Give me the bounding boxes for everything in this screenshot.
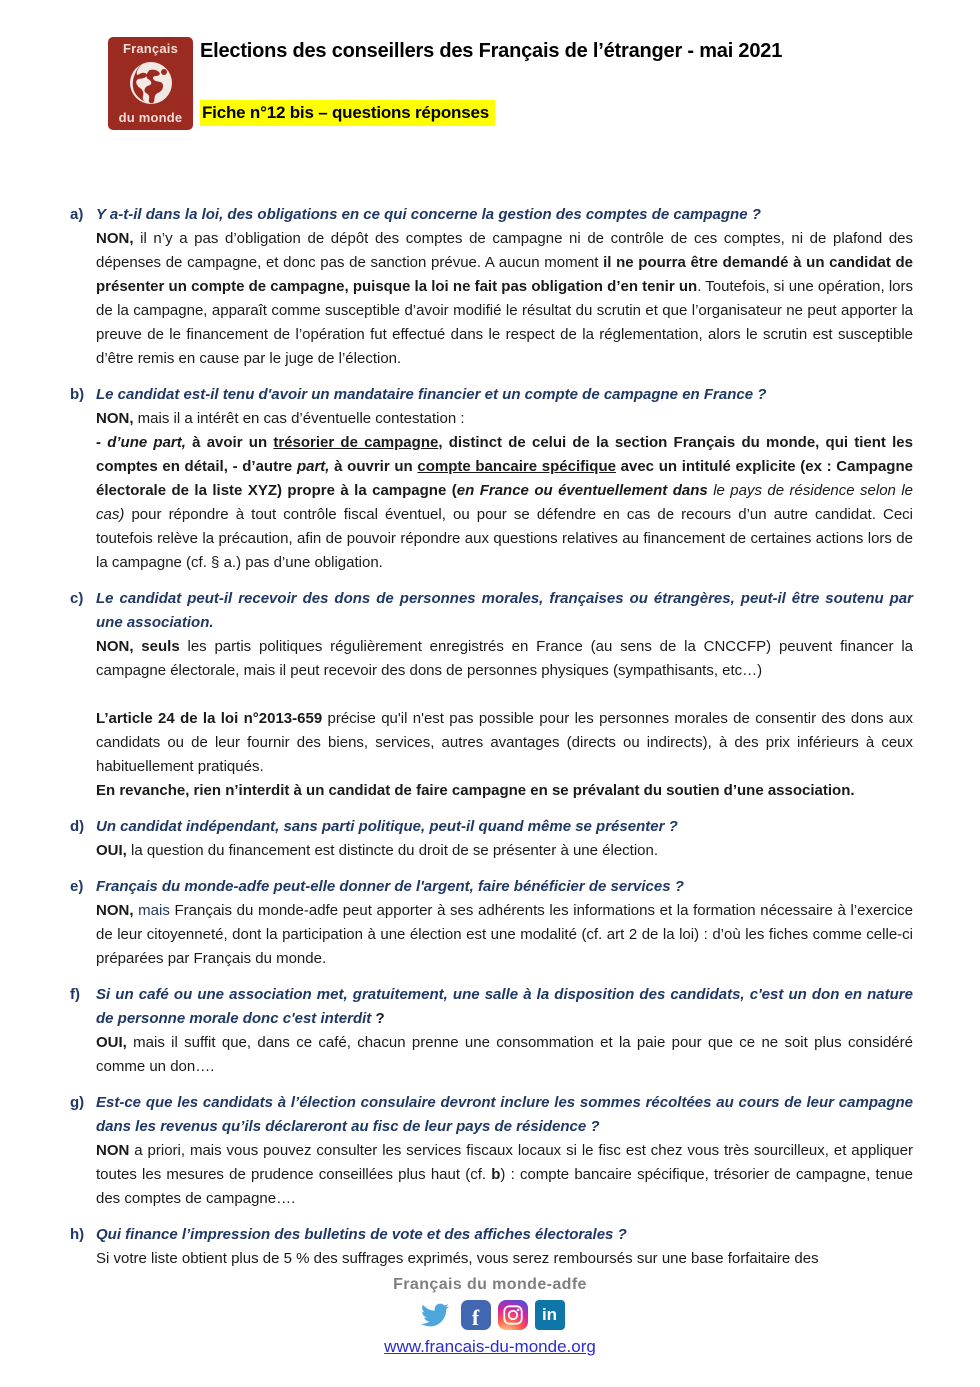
text-run: L’article 24 de la loi n°2013-659 bbox=[96, 710, 323, 727]
section-content bbox=[96, 383, 913, 575]
text-run: avec un intitulé explicite (ex : Campagne électorale de la liste XYZ) propre à la campagne ( bbox=[96, 458, 913, 499]
text-run: Français du monde-adfe peut apporter à ses adhérents les informations et la formation nécessaire à l’exercice de leur citoyenneté, dont la participation à une élection est une modalité (cf. art 2 de la loi) : d’où les fiches comme celle-ci préparées par Français du monde. bbox=[96, 902, 913, 967]
question-text bbox=[96, 203, 913, 227]
text-run: NON, bbox=[96, 410, 134, 427]
text-run: mais bbox=[133, 902, 175, 919]
text-run: trésorier de campagne bbox=[273, 434, 439, 451]
text-run: mais il suffit que, dans ce café, chacun prenne une consommation et la paie pour que ce ne soit plus considéré comme un don…. bbox=[96, 1034, 913, 1075]
question-text bbox=[96, 587, 913, 635]
answer-paragraph bbox=[96, 1247, 913, 1271]
text-run: part, bbox=[296, 458, 330, 475]
faq-section-g bbox=[70, 1091, 913, 1211]
text-run: à ouvrir un bbox=[329, 458, 418, 475]
logo-text-bottom: du monde bbox=[118, 110, 183, 125]
question-text bbox=[96, 815, 913, 839]
text-run: NON bbox=[96, 1142, 130, 1159]
section-content bbox=[96, 875, 913, 971]
text-run: la question du financement est distincte du droit de se présenter à une élection. bbox=[126, 842, 659, 859]
header-titles bbox=[200, 37, 782, 130]
text-run: en France ou éventuellement dans bbox=[456, 482, 708, 499]
website-link[interactable]: www.francais-du-monde.org bbox=[384, 1337, 596, 1356]
section-content bbox=[96, 983, 913, 1079]
section-content bbox=[96, 815, 913, 863]
text-run: précise qu'il n'est pas possible pour les personnes morales de consentir des dons aux candidats ou de leur fournir des biens, services, autres avantages (directs ou indirects), à des prix inférieurs à ceux habituellement pratiqués. bbox=[96, 710, 913, 775]
answer-paragraph bbox=[96, 707, 913, 779]
text-run: ) : compte bancaire spécifique, trésorier de campagne, tenue des comptes de campagne…. bbox=[96, 1166, 913, 1207]
question-letter: h) bbox=[70, 1226, 85, 1243]
text-run: Un candidat indépendant, sans parti politique, peut-il quand même se présenter ? bbox=[96, 818, 678, 835]
answer-paragraph bbox=[96, 1031, 913, 1079]
instagram-icon[interactable] bbox=[498, 1300, 528, 1330]
text-run: Le candidat peut-il recevoir des dons de personnes morales, françaises ou étrangères, peut-il être soutenu par une association. bbox=[96, 590, 913, 631]
linkedin-icon[interactable] bbox=[535, 1300, 565, 1330]
text-run: Le candidat est-il tenu d'avoir un mandataire financier et un compte de campagne en France ? bbox=[96, 386, 767, 403]
faq-list bbox=[70, 203, 913, 1283]
text-run: OUI, bbox=[96, 842, 127, 859]
question-letter: d) bbox=[70, 818, 85, 835]
text-run: mais il a intérêt en cas d’éventuelle contestation : bbox=[133, 410, 465, 427]
text-run: ? bbox=[371, 1010, 385, 1027]
text-run: il n’y a pas d’obligation de dépôt des comptes de campagne ni de contrôle de ces comptes, ni de plafond des dépenses de campagne, et donc pas de sanction prévue. A aucun moment bbox=[96, 230, 913, 271]
question-text bbox=[96, 1091, 913, 1139]
text-run: Si votre liste obtient plus de 5 % des suffrages exprimés, vous serez remboursés sur une base forfaitaire des bbox=[96, 1250, 819, 1267]
francais-du-monde-logo bbox=[108, 37, 193, 130]
text-run: a priori, mais vous pouvez consulter les services fiscaux locaux si le fisc est chez vous très sourcilleux, et appliquer toutes les mesures de prudence conseillées plus haut (cf. bbox=[96, 1142, 913, 1183]
text-run: il ne pourra être demandé à un candidat de présenter un compte de campagne, puisque la loi ne fait pas obligation d’en tenir un bbox=[96, 254, 913, 295]
document-subtitle: Fiche n°12 bis – questions réponses bbox=[200, 100, 495, 126]
section-content bbox=[96, 587, 913, 803]
answer-paragraph bbox=[96, 407, 913, 431]
question-text bbox=[96, 383, 913, 407]
document-title: Elections des conseillers des Français de l’étranger - mai 2021 bbox=[200, 40, 783, 62]
question-text bbox=[96, 875, 913, 899]
text-run: Y a-t-il dans la loi, des obligations en ce qui concerne la gestion des comptes de campagne ? bbox=[96, 206, 761, 223]
facebook-f-glyph: f bbox=[471, 1305, 480, 1330]
twitter-icon[interactable] bbox=[416, 1300, 454, 1330]
section-content bbox=[96, 1091, 913, 1211]
text-run: , distinct de celui de la section Français du monde, qui tient les comptes en détail, - d’autre bbox=[96, 434, 913, 475]
section-content bbox=[96, 203, 913, 371]
section-content bbox=[96, 1223, 913, 1271]
document-footer bbox=[0, 1276, 980, 1357]
answer-paragraph bbox=[96, 431, 913, 575]
text-run: Si un café ou une association met, gratuitement, une salle à la disposition des candidats, c'est un don en nature de personne morale donc c'est interdit bbox=[96, 986, 913, 1027]
text-run: b bbox=[491, 1166, 501, 1183]
footer-org-name: Français du monde-adfe bbox=[393, 1276, 587, 1293]
answer-paragraph bbox=[96, 839, 913, 863]
text-run: NON, bbox=[96, 902, 134, 919]
text-run: - bbox=[96, 434, 108, 451]
text-run: NON, seuls bbox=[96, 638, 180, 655]
question-text bbox=[96, 1223, 913, 1247]
text-run: . Toutefois, si une opération, lors de la campagne, apparaît comme susceptible d’avoir modifié le résultat du scrutin et que l’organisateur ne peut apporter la preuve de le financement de l’opération fut effectué dans le respect de la réglementation, alors le scrutin est susceptible d’être remis en cause par le juge de l’élection. bbox=[96, 278, 913, 367]
question-letter: f) bbox=[70, 986, 80, 1003]
question-letter: e) bbox=[70, 878, 84, 895]
text-run: pour répondre à tout contrôle fiscal éventuel, ou pour se défendre en cas de recours d’un autre candidat. Ceci toutefois relève la précaution, afin de pouvoir répondre aux questions relatives au financement de certaines actions lors de la campagne (cf. § a.) pas d’une obligation. bbox=[96, 506, 913, 571]
text-run: OUI, bbox=[96, 1034, 127, 1051]
faq-section-f bbox=[70, 983, 913, 1079]
answer-paragraph bbox=[96, 779, 913, 803]
text-run: compte bancaire spécifique bbox=[417, 458, 616, 475]
faq-section-e bbox=[70, 875, 913, 971]
text-run: le pays de résidence selon le cas) bbox=[96, 482, 914, 523]
question-text bbox=[96, 983, 913, 1031]
linkedin-in-glyph: in bbox=[541, 1305, 558, 1324]
question-letter: g) bbox=[70, 1094, 85, 1111]
faq-section-c bbox=[70, 587, 913, 803]
answer-paragraph bbox=[96, 1139, 913, 1211]
document-header bbox=[108, 37, 920, 130]
text-run: Qui finance l’impression des bulletins de vote et des affiches électorales ? bbox=[96, 1226, 627, 1243]
answer-paragraph bbox=[96, 899, 913, 971]
logo-text-top: Français bbox=[122, 41, 179, 56]
facebook-icon[interactable] bbox=[461, 1300, 491, 1330]
text-run: En revanche, rien n’interdit à un candidat de faire campagne en se prévalant du soutien d’une association. bbox=[96, 782, 855, 799]
text-run: à avoir un bbox=[185, 434, 274, 451]
answer-paragraph bbox=[96, 227, 913, 371]
text-run: les partis politiques régulièrement enregistrés en France (au sens de la CNCCFP) peuvent financer la campagne électorale, mais il peut recevoir des dons de personnes physiques (sympathisants, etc…) bbox=[96, 638, 913, 679]
faq-section-b bbox=[70, 383, 913, 575]
subtitle-wrap bbox=[200, 100, 782, 126]
faq-section-h bbox=[70, 1223, 913, 1271]
question-letter: a) bbox=[70, 206, 84, 223]
text-run: Français du monde-adfe peut-elle donner de l'argent, faire bénéficier de services ? bbox=[96, 878, 684, 895]
text-run: d’une part, bbox=[107, 434, 186, 451]
question-letter: c) bbox=[70, 590, 84, 607]
text-run: Est-ce que les candidats à l’élection consulaire devront inclure les sommes récoltées au cours de leur campagne dans les revenus qu’ils déclareront au fisc de leur pays de résidence ? bbox=[96, 1094, 913, 1135]
faq-section-a bbox=[70, 203, 913, 371]
text-run: NON, bbox=[96, 230, 134, 247]
globe-icon bbox=[128, 60, 174, 106]
answer-paragraph bbox=[96, 635, 913, 683]
question-letter: b) bbox=[70, 386, 85, 403]
social-icons-row bbox=[0, 1299, 980, 1331]
faq-section-d bbox=[70, 815, 913, 863]
